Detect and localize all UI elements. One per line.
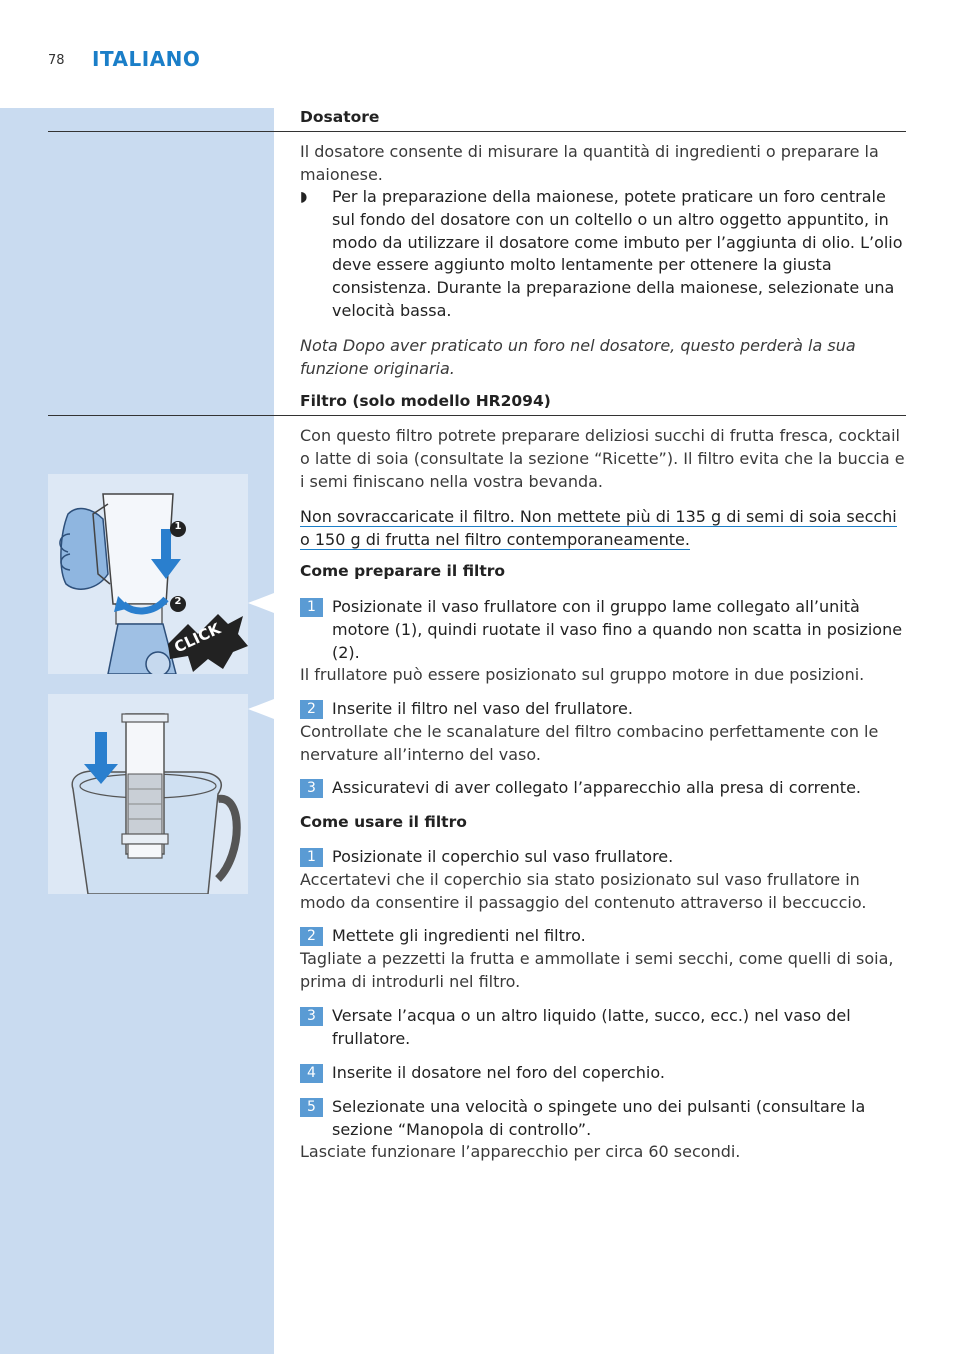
- use-step-3: [300, 1005, 906, 1051]
- step-number-badge: 2: [300, 927, 323, 946]
- step-text: Inserite il dosatore nel foro del coperchio.: [332, 1063, 665, 1082]
- illustration-insert-filter: [48, 694, 248, 894]
- click-label: CLICK: [171, 619, 224, 657]
- section-heading-filtro: Filtro (solo modello HR2094): [300, 392, 551, 410]
- step-number-badge: 1: [300, 848, 323, 867]
- dosatore-note: Nota Dopo aver praticato un foro nel dosatore, questo perderà la sua funzione originaria.: [300, 336, 856, 378]
- step-number-badge: 3: [300, 1007, 323, 1026]
- badge-1: 1: [174, 521, 182, 532]
- use-step-5-extra: Lasciate funzionare l’apparecchio per circa 60 secondi.: [300, 1142, 741, 1161]
- callout-pointer: [248, 699, 274, 719]
- page-number: 78: [48, 53, 65, 68]
- step-number-badge: 5: [300, 1098, 323, 1117]
- prepare-step-3: [300, 777, 906, 800]
- use-step-4: [300, 1062, 906, 1085]
- step-number-badge: 3: [300, 779, 323, 798]
- illustration-attach-jar: [48, 474, 248, 674]
- prepare-step-1-extra: Il frullatore può essere posizionato sul gruppo motore in due posizioni.: [300, 665, 865, 684]
- filtro-warning-text: Non sovraccaricate il filtro. Non mettete più di 135 g di semi di soia secchi o 150 g di frutta nel filtro contemporaneamente.: [300, 507, 897, 549]
- insert-filter-drawing: [48, 694, 248, 894]
- step-text: Posizionate il vaso frullatore con il gruppo lame collegato all’unità motore (1), quindi ruotate il vaso fino a quando non scatta in posizione (2).: [332, 597, 903, 662]
- dosatore-intro: Il dosatore consente di misurare la quantità di ingredienti o preparare la maionese.: [300, 142, 879, 184]
- dosatore-bullet-text: Per la preparazione della maionese, potete praticare un foro centrale sul fondo del dosatore con un coltello o un altro oggetto appuntito, in modo da utilizzare il dosatore come imbuto per l’aggiunta di olio. L’olio deve essere aggiunto molto lentamente per ottenere la giusta consistenza. Durante la preparazione della maionese, selezionate una velocità bassa.: [332, 187, 903, 320]
- use-step-5: [300, 1096, 906, 1142]
- use-step-1-extra: Accertatevi che il coperchio sia stato posizionato sul vaso frullatore in modo da consentire il passaggio del contenuto attraverso il beccuccio.: [300, 870, 867, 912]
- filtro-intro: Con questo filtro potrete preparare deliziosi succhi di frutta fresca, cocktail o latte di soia (consultate la sezione “Ricette”). Il filtro evita che la buccia e i semi finiscano nella vostra bevanda.: [300, 426, 905, 491]
- section-rule: [48, 415, 906, 416]
- step-text: Selezionate una velocità o spingete uno dei pulsanti (consultare la sezione “Manopola di controllo”.: [332, 1097, 866, 1139]
- section-rule: [48, 131, 906, 132]
- bullet-marker-icon: ◗: [300, 189, 308, 205]
- prepare-step-2-extra: Controllate che le scanalature del filtro combacino perfettamente con le nervature all’interno del vaso.: [300, 722, 879, 764]
- dosatore-bullet: [300, 186, 906, 323]
- callout-pointer: [248, 593, 274, 613]
- use-step-2-extra: Tagliate a pezzetti la frutta e ammollate i semi secchi, come quelli di soia, prima di introdurli nel filtro.: [300, 949, 894, 991]
- step-text: Posizionate il coperchio sul vaso frullatore.: [332, 847, 674, 866]
- step-text: Inserite il filtro nel vaso del frullatore.: [332, 699, 633, 718]
- use-step-1: [300, 846, 906, 869]
- language-heading: ITALIANO: [92, 47, 201, 71]
- use-step-2: [300, 925, 906, 948]
- step-number-badge: 1: [300, 598, 323, 617]
- prepare-step-2: [300, 698, 906, 721]
- filtro-warning: [300, 506, 906, 552]
- attach-jar-drawing: [48, 474, 248, 674]
- step-text: Assicuratevi di aver collegato l’apparecchio alla presa di corrente.: [332, 778, 861, 797]
- prepare-step-1: [300, 596, 906, 664]
- step-number-badge: 2: [300, 700, 323, 719]
- badge-2: 2: [174, 596, 182, 607]
- step-text: Mettete gli ingredienti nel filtro.: [332, 926, 586, 945]
- step-text: Versate l’acqua o un altro liquido (latte, succo, ecc.) nel vaso del frullatore.: [332, 1006, 851, 1048]
- prepare-heading: Come preparare il filtro: [300, 562, 506, 580]
- section-heading-dosatore: Dosatore: [300, 108, 380, 126]
- use-heading: Come usare il filtro: [300, 813, 467, 831]
- step-number-badge: 4: [300, 1064, 323, 1083]
